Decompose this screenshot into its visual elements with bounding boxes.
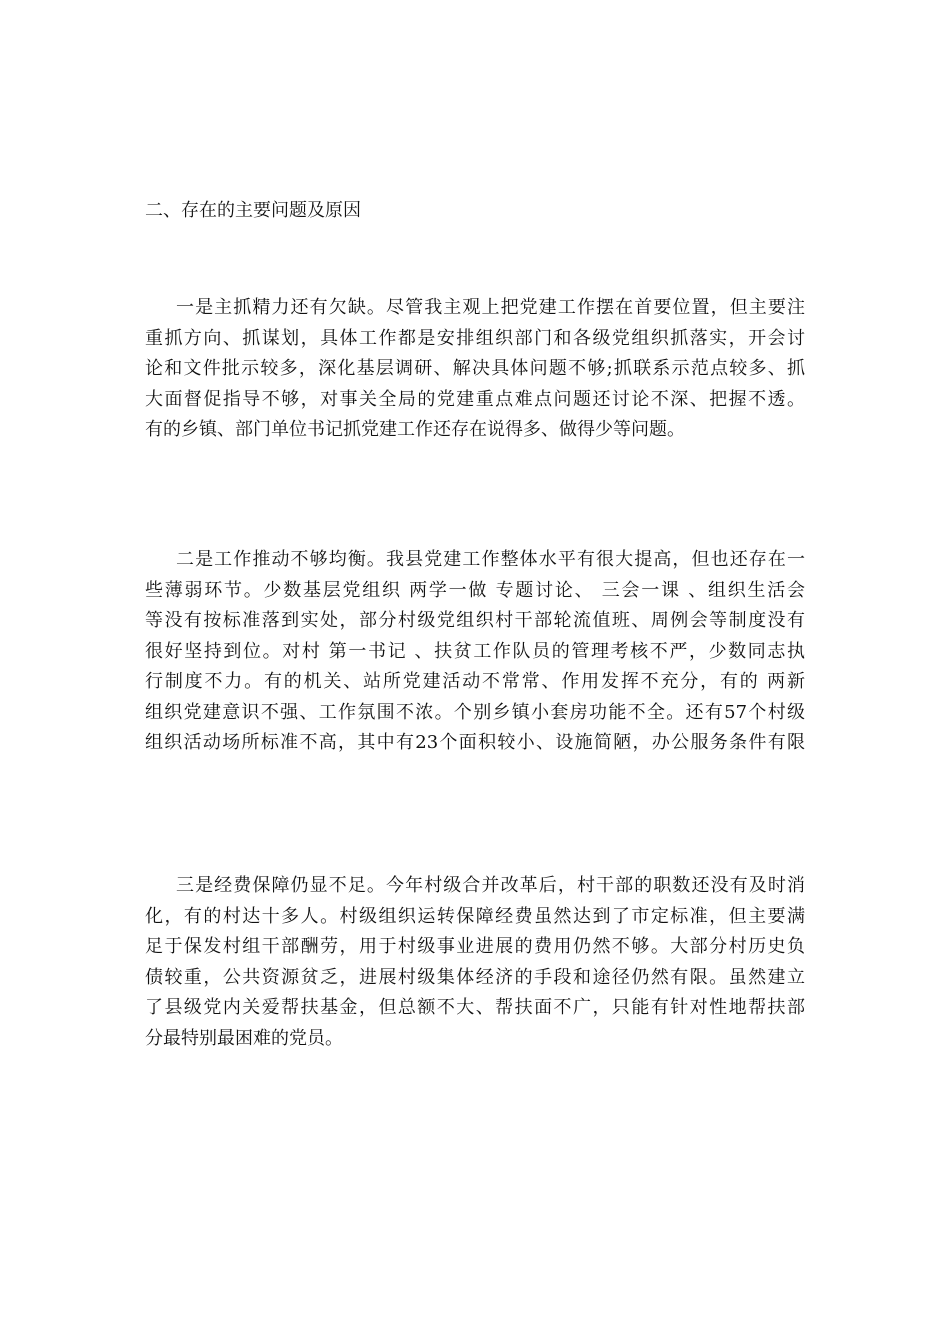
paragraph-line: 三是经费保障仍显不足。今年村级合并改革后，村干部的职数还没有及时消 bbox=[176, 875, 805, 896]
paragraph-line: 大面督促指导不够，对事关全局的党建重点难点问题还讨论不深、把握不透。 bbox=[145, 388, 805, 410]
paragraph-line: 行制度不力。有的机关、站所党建活动不常常、作用发挥不充分，有的 两新 bbox=[145, 671, 805, 692]
paragraph-line: 重抓方向、抓谋划，具体工作都是安排组织部门和各级党组织抓落实，开会讨 bbox=[145, 327, 805, 349]
paragraph-line: 二是工作推动不够均衡。我县党建工作整体水平有很大提高，但也还存在一 bbox=[176, 549, 805, 570]
paragraph-line: 债较重，公共资源贫乏，进展村级集体经济的手段和途径仍然有限。虽然建立 bbox=[145, 966, 805, 988]
paragraph-line: 足于保发村组干部酬劳，用于村级事业进展的费用仍然不够。大部分村历史负 bbox=[145, 936, 805, 957]
paragraph-line: 有的乡镇、部门单位书记抓党建工作还存在说得多、做得少等问题。 bbox=[145, 419, 685, 440]
paragraph-line: 组织活动场所标准不高，其中有23个面积较小、设施简陋，办公服务条件有限 bbox=[145, 732, 805, 753]
paragraph-line: 了县级党内关爱帮扶基金，但总额不大、帮扶面不广，只能有针对性地帮扶部 bbox=[145, 997, 805, 1018]
paragraph-funding-shortage bbox=[145, 871, 805, 1054]
paragraph-line: 很好坚持到位。对村 第一书记 、扶贫工作队员的管理考核不严，少数同志执 bbox=[145, 640, 805, 662]
paragraph-line: 分最特别最困难的党员。 bbox=[145, 1027, 343, 1049]
paragraph-line: 一是主抓精力还有欠缺。尽管我主观上把党建工作摆在首要位置，但主要注 bbox=[176, 297, 805, 318]
paragraph-line: 论和文件批示较多，深化基层调研、解决具体问题不够;抓联系示范点较多、抓 bbox=[145, 358, 805, 379]
section-heading: 二、存在的主要问题及原因 bbox=[145, 200, 361, 221]
paragraph-insufficient-focus bbox=[145, 293, 805, 446]
paragraph-line: 些薄弱环节。少数基层党组织 两学一做 专题讨论、 三会一课 、组织生活会 bbox=[145, 579, 805, 601]
paragraph-line: 等没有按标准落到实处，部分村级党组织村干部轮流值班、周例会等制度没有 bbox=[145, 610, 805, 631]
paragraph-uneven-progress bbox=[145, 545, 805, 759]
paragraph-line: 化，有的村达十多人。村级组织运转保障经费虽然达到了市定标准，但主要满 bbox=[145, 905, 805, 927]
paragraph-line: 组织党建意识不强、工作氛围不浓。个别乡镇小套房功能不全。还有57个村级 bbox=[145, 701, 805, 723]
